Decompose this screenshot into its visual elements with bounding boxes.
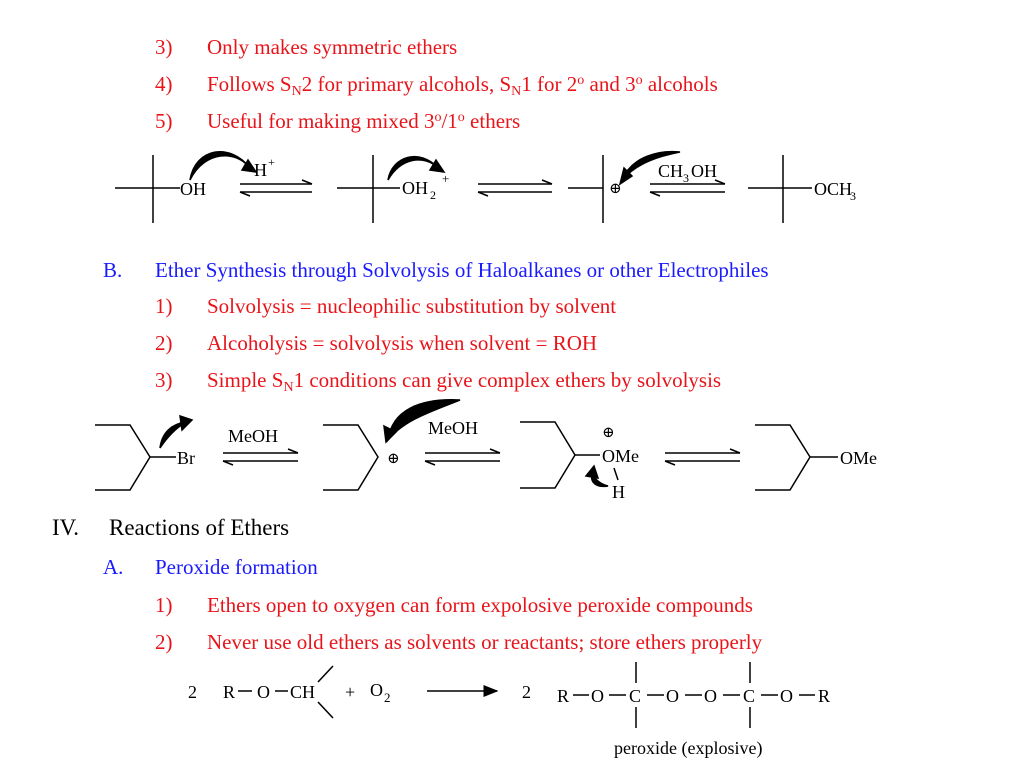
hydrogen-label: H <box>612 482 625 502</box>
item-number: 2) <box>155 331 173 355</box>
item-text: Follows $S_N2$ for primary alcohols, $S_N1$ for 2$^o$ and 3$^o$ alcohols <box>207 72 718 99</box>
scheme-3-labels <box>188 680 830 759</box>
methanol-label: MeOH <box>428 418 478 438</box>
item-number: 3) <box>155 35 173 59</box>
item-text: Ethers open to oxygen can form expolosive peroxide compounds <box>207 593 753 617</box>
peroxide-caption: peroxide (explosive) <box>614 738 763 758</box>
proton-charge: + <box>268 155 275 169</box>
oxygen-subscript: 2 <box>384 690 391 705</box>
item-text: Solvolysis = nucleophilic substitution by solvent <box>207 294 617 318</box>
oxygen-label: O <box>666 686 679 706</box>
proton-label: H <box>254 160 267 180</box>
r-group-label: R <box>223 682 236 702</box>
methoxy-label: OMe <box>840 448 877 468</box>
section-title: Peroxide formation <box>155 555 318 579</box>
skeleton <box>755 425 810 490</box>
methanol-label-a: CH <box>658 161 684 181</box>
r-group-label: R <box>557 686 570 706</box>
oxonium-subscript: 2 <box>430 188 436 202</box>
methanol-label-b: OH <box>691 161 717 181</box>
carbon-label: C <box>629 686 642 706</box>
section-title: Reactions of Ethers <box>109 515 290 540</box>
item-number: 2) <box>155 630 173 654</box>
methanol-subscript: 3 <box>683 171 689 185</box>
methoxy-label: OMe <box>602 446 639 466</box>
coefficient: 2 <box>188 682 197 702</box>
arrowhead <box>180 416 192 430</box>
bond <box>318 666 333 682</box>
bond <box>318 702 333 718</box>
section-letter: B. <box>103 258 123 282</box>
carbocation-charge: ⊕ <box>609 181 622 197</box>
oxonium-charge: ⊕ <box>602 425 615 441</box>
item-number: 5) <box>155 109 173 133</box>
item-text: Simple $S_N1$ conditions can give complex ethers by solvolysis <box>207 368 722 395</box>
carbocation-charge: ⊕ <box>387 451 400 467</box>
item-number: 1) <box>155 593 173 617</box>
plus-sign: + <box>345 682 356 702</box>
bond <box>614 468 618 480</box>
section-number: IV. <box>52 515 80 540</box>
skeleton <box>323 425 378 490</box>
r-group-label: R <box>818 686 831 706</box>
oxygen-label: O <box>591 686 604 706</box>
oxygen-label: O <box>704 686 717 706</box>
oxonium-charge: + <box>442 171 450 186</box>
item-number: 1) <box>155 294 173 318</box>
item-number: 3) <box>155 368 173 392</box>
skeleton <box>520 422 575 488</box>
arrowhead <box>586 466 598 478</box>
bromide-label: Br <box>177 448 195 468</box>
curved-arrow-icon <box>190 152 250 180</box>
item-number: 4) <box>155 72 173 96</box>
item-text: Useful for making mixed 3$^o$/1$^o$ ethers <box>207 109 521 133</box>
methanol-label: MeOH <box>228 426 278 446</box>
section-letter: A. <box>103 555 124 579</box>
scheme-1-labels <box>180 155 856 203</box>
scheme-2-solvolysis <box>95 400 838 490</box>
coefficient: 2 <box>522 682 531 702</box>
methoxy-subscript: 3 <box>850 189 856 203</box>
oxonium-label: OH <box>402 178 428 198</box>
item-text: Only makes symmetric ethers <box>207 35 458 59</box>
section-title: Ether Synthesis through Solvolysis of Haloalkanes or other Electrophiles <box>155 258 769 282</box>
skeleton <box>95 425 150 490</box>
hydroxyl-label: OH <box>180 179 206 199</box>
oxygen-molecule-label: O <box>370 680 383 700</box>
oxygen-label: O <box>780 686 793 706</box>
item-text: Never use old ethers as solvents or reactants; store ethers properly <box>207 630 763 654</box>
oxygen-label: O <box>257 682 270 702</box>
carbon-label: C <box>743 686 756 706</box>
methine-label: CH <box>290 682 316 702</box>
item-text: Alcoholysis = solvolysis when solvent = ROH <box>207 331 598 355</box>
methoxy-label-a: OCH <box>814 179 853 199</box>
